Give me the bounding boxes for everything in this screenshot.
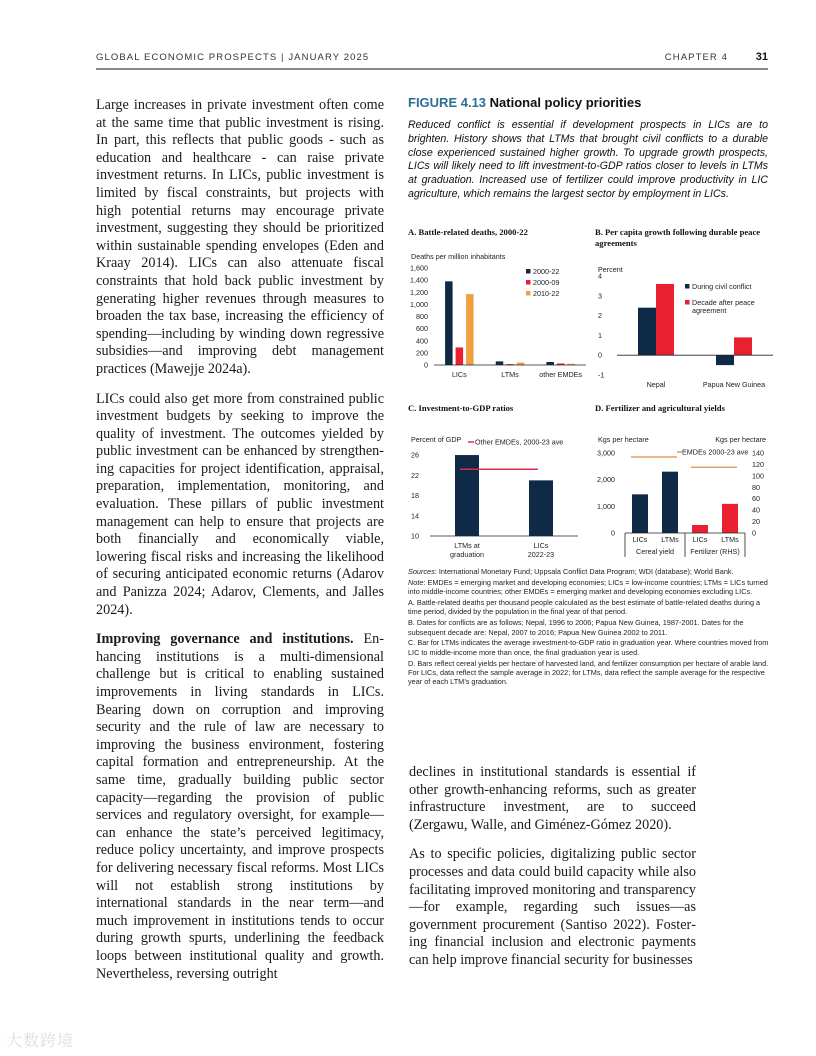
- y-tick-label: 14: [411, 510, 419, 520]
- header-rule: [96, 68, 768, 70]
- y-axis-label: Deaths per million inhabitants: [411, 251, 506, 261]
- note-d: D. Bars reflect cereal yields per hectare of harvested land, and fertilizer consumption per hectare of arable land. For LICs, data reflect the sample average in 2022; for LTMs, data reflect the sample average for the respective year of each LTM’s graduation.: [408, 658, 769, 687]
- panel-d: [595, 403, 775, 559]
- bar: [662, 471, 678, 532]
- y-tick-label-right: 120: [752, 459, 764, 469]
- y-tick-label: 1: [598, 330, 602, 340]
- legend-swatch: [685, 300, 690, 305]
- note-a: A. Battle-related deaths per thousand people calculated as the best estimate of battle-related deaths during a time period, divided by the population in the final year of that period.: [408, 598, 761, 617]
- abbreviation-note: [408, 578, 770, 597]
- y-tick-label: 1,400: [410, 275, 428, 285]
- x-tick-label: LTMs: [501, 369, 519, 379]
- y-tick-label-right: 20: [752, 516, 760, 526]
- bar: [638, 308, 656, 356]
- y-tick-label: 1,000: [410, 299, 428, 309]
- paragraph: declines in institutional standards is essential if other growth-enhancing reforms, such as greater infrastructure investment, are to succeed (Zergawu, Walle, and Giménez-Gómez 2020).: [409, 764, 696, 833]
- note-label: Note: [408, 577, 424, 587]
- bar: [445, 281, 453, 365]
- y-tick-label: -1: [598, 370, 605, 380]
- x-tick-label: graduation: [450, 549, 484, 559]
- x-tick-label: LICs: [632, 534, 648, 544]
- legend-label: 2000-09: [533, 277, 560, 287]
- panel-d-title: D. Fertilizer and agricultural yields: [595, 403, 725, 413]
- legend-label: Decade after peace: [692, 298, 755, 307]
- note-text: : EMDEs = emerging market and developing economies; LICs = low-income countries; LTMs = LICs turned into middle-income countries; other EMDEs = emerging market and developing economies excluding LICs.: [408, 577, 768, 597]
- x-tick-label: 2022-23: [527, 549, 555, 559]
- legend-swatch: [526, 269, 531, 274]
- y-axis-label-right: Kgs per hectare: [715, 434, 766, 444]
- figure-subtitle: Reduced conflict is essential if development prospects in LICs are to brighten. History shows that LTMs that brought civil conflicts to a durable close experienced sustained higher growth. To upgrade growth prospects, LICs will likely need to lift investment-to-GDP ratios closer to levels in LTMs at graduation. Increased use of fertilizer could improve productivity in LIC agriculture, which remains the largest sector by employment in LICs.: [408, 119, 768, 200]
- right-column-text: [409, 764, 696, 982]
- chapter-label: CHAPTER 4: [664, 52, 728, 63]
- y-tick-label-left: 2,000: [597, 474, 615, 484]
- bar: [455, 455, 479, 536]
- panel-c: [408, 403, 588, 559]
- figure-notes: [408, 567, 770, 688]
- note-c: C. Bar for LTMs indicates the average investment-to-GDP ratio in graduation year. Where countries moved from LIC to middle-income more than once, the final graduation year is used.: [408, 638, 769, 657]
- y-tick-label: 22: [411, 470, 419, 480]
- y-axis-label: Percent: [598, 265, 623, 274]
- note-b: B. Dates for conflicts are as follows; Nepal, 1996 to 2006; Papua New Guinea, 1987-2001. Dates for the subsequent decade are: Nepal, 2007 to 2016; Papua New Guinea 2002 to 2011.: [408, 618, 744, 637]
- publication-title: GLOBAL ECONOMIC PROSPECTS | JANUARY 2025: [96, 52, 370, 63]
- y-tick-label: 400: [416, 335, 428, 345]
- figure-title: [408, 95, 768, 110]
- x-tick-label: LTMs: [721, 534, 739, 544]
- chart-c: [408, 414, 588, 559]
- legend-swatch: [685, 284, 690, 289]
- legend-label: EMDEs 2000-23 ave: [682, 447, 749, 456]
- bar: [546, 361, 554, 364]
- x-tick-label: LTMs at: [454, 540, 480, 550]
- x-tick-label: LICs: [533, 540, 549, 550]
- panel-b-title: B. Per capita growth following durable peace agreements: [595, 227, 761, 248]
- panel-c-title: C. Investment-to-GDP ratios: [408, 403, 514, 413]
- x-tick-label: Papua New Guinea: [702, 380, 766, 389]
- legend-label: 2000-22: [533, 266, 560, 276]
- figure-name: National policy priorities: [489, 95, 642, 110]
- y-tick-label-right: 80: [752, 482, 760, 492]
- group-label: Cereal yield: [636, 546, 674, 556]
- bar: [466, 294, 473, 365]
- y-tick-label: 0: [424, 360, 428, 369]
- y-tick-label-right: 140: [752, 448, 764, 457]
- y-tick-label-right: 100: [752, 470, 764, 480]
- y-tick-label: 4: [598, 271, 602, 281]
- chart-a: [408, 238, 588, 383]
- y-tick-label: 3: [598, 291, 602, 301]
- x-tick-label: LICs: [451, 369, 467, 379]
- legend-label: 2010-22: [533, 288, 560, 298]
- y-tick-label: 600: [416, 323, 428, 333]
- chart-b: [595, 248, 775, 389]
- y-tick-label-left: 0: [611, 528, 615, 537]
- paragraph: Large increases in private investment often come at the same time that public investment is rising. In part, this reflects that public goods - such as education and healthcare - can raise private investment returns. In LICs, public investment is limited by fiscal constraints, but projects with high potential returns may encourage private investment, suggesting they should be prioritized within sustainable spending envelopes (Eden and Kraay 2014). LICs can also attenuate fiscal constraints that hold back public investment by generating higher revenues through measures to broaden the tax base, increasing the efficiency of spending—including by winding down regressive subsidies—and improving debt management practices (Mawejje 2024a).: [96, 97, 384, 377]
- sources-label: Sources: [408, 567, 435, 576]
- legend-swatch: [526, 280, 531, 285]
- group-label: Fertilizer (RHS): [690, 546, 740, 556]
- y-tick-label: 0: [598, 350, 602, 360]
- y-axis-label-left: Kgs per hectare: [598, 434, 649, 444]
- bar: [716, 355, 734, 365]
- y-tick-label-left: 1,000: [597, 501, 615, 511]
- governance-paragraph: [96, 631, 384, 983]
- y-axis-label: Percent of GDP: [411, 434, 462, 444]
- page-number: 31: [755, 51, 768, 63]
- y-tick-label: 200: [416, 347, 428, 357]
- y-tick-label-left: 3,000: [597, 448, 615, 457]
- bar: [496, 361, 504, 365]
- legend-label: During civil conflict: [692, 282, 752, 291]
- panel-a-title: A. Battle-related deaths, 2000-22: [408, 227, 528, 237]
- legend-swatch: [526, 291, 531, 296]
- bar: [632, 494, 648, 533]
- bar: [734, 337, 752, 355]
- y-tick-label: 2: [598, 311, 602, 321]
- panel-a: [408, 227, 588, 383]
- sources-note: [408, 567, 770, 576]
- left-column: [96, 97, 384, 995]
- bar: [456, 347, 464, 365]
- chart-d: [595, 414, 775, 559]
- y-tick-label: 800: [416, 311, 428, 321]
- paragraph: As to specific policies, digitalizing public sector processes and data could build capacity while also facilitating improved monitoring and transparency—for example, regarding such issues—as government procurement (Santiso 2022). Fostering financial inclusion and electronic payments can help improve financial security for businesses: [409, 846, 696, 968]
- y-tick-label: 1,600: [410, 263, 428, 272]
- x-tick-label: LTMs: [661, 534, 679, 544]
- y-tick-label: 26: [411, 450, 419, 460]
- panel-b: [595, 227, 775, 389]
- running-header: [96, 52, 768, 68]
- legend-label: Other EMDEs, 2000-23 ave: [475, 437, 564, 446]
- bar: [692, 525, 708, 533]
- legend-label: agreement: [692, 306, 727, 315]
- y-tick-label: 10: [411, 531, 419, 540]
- y-tick-label-right: 60: [752, 493, 760, 503]
- x-tick-label: Nepal: [646, 380, 666, 389]
- figure-4-13: [408, 95, 768, 202]
- sources-text: : International Monetary Fund; Uppsala Conflict Data Program; WDI (database); World Bank.: [434, 567, 734, 576]
- x-tick-label: other EMDEs: [539, 369, 583, 379]
- y-tick-label: 18: [411, 490, 419, 500]
- bar: [656, 284, 674, 355]
- x-tick-label: LICs: [692, 534, 708, 544]
- y-tick-label: 1,200: [410, 287, 428, 297]
- figure-number: FIGURE 4.13: [408, 95, 487, 110]
- governance-heading: Improving governance and institutions.: [96, 631, 354, 648]
- watermark-logo: 大数跨境: [6, 1031, 75, 1050]
- governance-text: Enhancing institutions is a multi-dimensional challenge but is critical to enabling sustained improvements in living standards in LICs. Bearing down on corruption and improving security and the rule of law are necessary to improving the business environment, fostering capital formation and entrepreneurship. At the same time, gradually building public sector capacity—regarding the provision of public services and regulatory oversight, for example—can enhance the state’s perceived legitimacy, reduce policy uncertainty, and improve prospects for delivering necessary fiscal reforms. Most LICs will not establish strong institutions by international standards in the near term—and much improvement in institutions tends to occur during growth spurts, underlining the feedback loops between institutional quality and growth. Nevertheless, reversing outright: [96, 631, 384, 982]
- y-tick-label-right: 0: [752, 528, 756, 537]
- paragraph: LICs could also get more from constrained public investment budgets by seeking to improve the quality of investment. The outcomes yielded by public investment can be enhanced by strengthening capacities for project identification, appraisal, preparation, implementation, monitoring, and evaluation. These pillars of public investment management can help to ensure that projects are both financially and economically viable, lowering fiscal risks and increasing the likelihood of securing anticipated economic returns (Adarov and Panizza 2024; Adarov, Clements, and Jalles 2024).: [96, 390, 384, 618]
- bar: [722, 503, 738, 532]
- y-tick-label-right: 40: [752, 505, 760, 515]
- bar: [529, 480, 553, 536]
